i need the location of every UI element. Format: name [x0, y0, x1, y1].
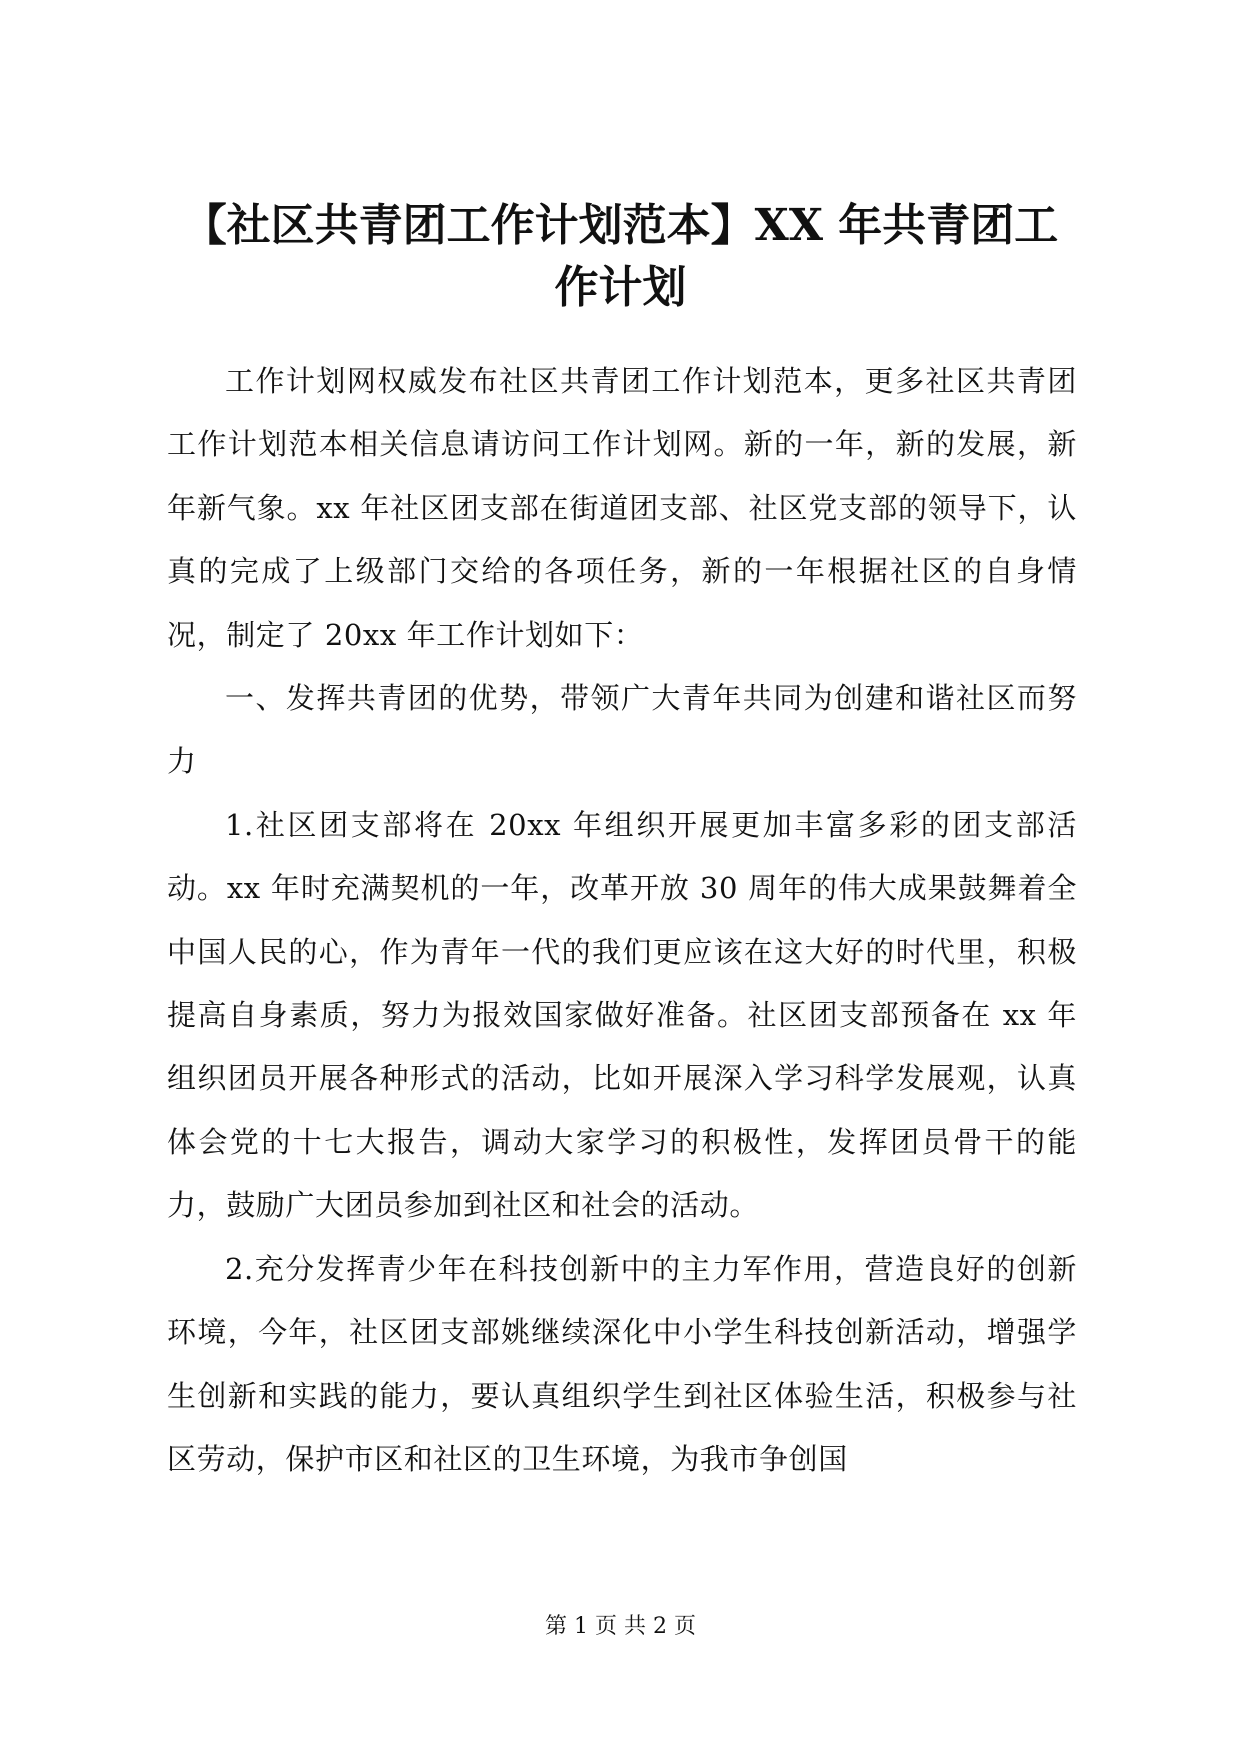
paragraph-item-1: 1.社区团支部将在 20xx 年组织开展更加丰富多彩的团支部活动。xx 年时充满契机的一年，改革开放 30 周年的伟大成果鼓舞着全中国人民的心，作为青年一代的我们更应该在这大好的时代里，积极提高自身素质，努力为报效国家做好准备。社区团支部预备在 xx 年组织团员开展各种形式的活动，比如开展深入学习科学发展观，认真体会党的十七大报告，调动大家学习的积极性，发挥团员骨干的能力，鼓励广大团员参加到社区和社会的活动。: [167, 807, 1077, 1223]
document-title: 【社区共青团工作计划范本】XX 年共青团工 作计划: [182, 200, 1059, 313]
paragraph-item-2: 2.充分发挥青少年在科技创新中的主力军作用，营造良好的创新环境，今年，社区团支部姚继续深化中小学生科技创新活动，增强学生创新和实践的能力，要认真组织学生到社区体验生活，积极参与社区劳动，保护市区和社区的卫生环境，为我市争创国: [167, 1251, 1077, 1476]
paragraph-intro: 工作计划网权威发布社区共青团工作计划范本，更多社区共青团工作计划范本相关信息请访问工作计划网。新的一年，新的发展，新年新气象。xx 年社区团支部在街道团支部、社区党支部的领导下，认真的完成了上级部门交给的各项任务，新的一年根据社区的自身情况，制定了 20xx 年工作计划如下：: [167, 364, 1077, 652]
page-footer: 第 1 页 共 2 页: [545, 1614, 696, 1639]
document-body: [167, 350, 1077, 1491]
paragraph-section-heading-1: 一、发挥共青团的优势，带领广大青年共同为创建和谐社区而努力: [167, 681, 1077, 779]
